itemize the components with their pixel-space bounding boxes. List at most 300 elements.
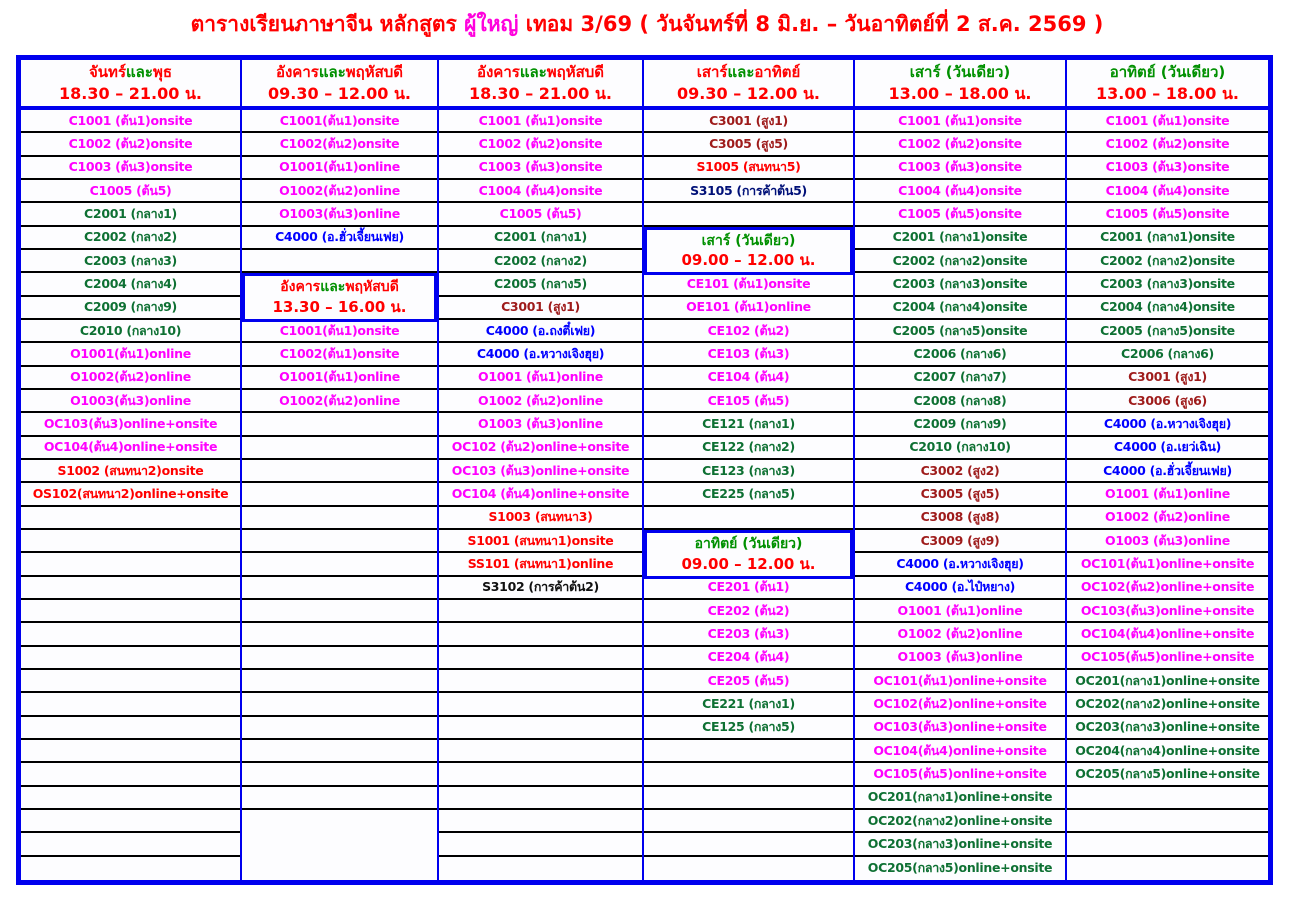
subheader-time: 09.00 – 12.00 น. xyxy=(681,251,816,270)
course-code-label: C2002 (กลาง2) xyxy=(494,252,587,268)
course-code-label: O1002(ต้น2)online xyxy=(70,369,191,385)
schedule-cell xyxy=(855,647,1065,670)
course-code-label: CE102 (ต้น2) xyxy=(707,322,790,338)
schedule-cell xyxy=(21,157,240,180)
schedule-cell xyxy=(1067,460,1268,483)
schedule-cell xyxy=(644,437,853,460)
course-code-label: O1003 (ต้น3)online xyxy=(1105,532,1230,548)
schedule-cell xyxy=(21,180,240,203)
course-code-label: C1002 (ต้น2)onsite xyxy=(478,135,603,151)
schedule-cell xyxy=(1067,343,1268,366)
schedule-column-3 xyxy=(439,110,644,880)
course-code-label: C2002 (กลาง2)onsite xyxy=(892,252,1028,268)
day-header-segment: พฤหัสบดี xyxy=(546,63,605,81)
empty-cell xyxy=(21,577,240,600)
course-code-label: CE103 (ต้น3) xyxy=(707,345,790,361)
empty-cell xyxy=(1067,833,1268,856)
schedule-cell xyxy=(644,297,853,320)
schedule-cell xyxy=(1067,250,1268,273)
schedule-cell xyxy=(644,110,853,133)
schedule-cell xyxy=(242,180,437,203)
course-code-label: O1002(ต้น2)online xyxy=(279,182,400,198)
schedule-cell xyxy=(21,273,240,296)
schedule-cell xyxy=(242,157,437,180)
course-code-label: C1001 (ต้น1)onsite xyxy=(478,112,603,128)
course-code-label: O1001 (ต้น1)online xyxy=(1105,485,1230,501)
empty-cell xyxy=(439,717,642,740)
schedule-cell xyxy=(855,297,1065,320)
schedule-cell xyxy=(242,227,437,250)
course-code-label: C2009 (กลาง9) xyxy=(913,415,1007,431)
schedule-cell xyxy=(855,203,1065,226)
empty-cell xyxy=(21,623,240,646)
course-code-label: O1002(ต้น2)online xyxy=(279,392,400,408)
course-code-label: C1003 (ต้น3)onsite xyxy=(478,159,603,175)
schedule-cell xyxy=(855,810,1065,833)
schedule-cell xyxy=(439,250,642,273)
course-code-label: C2010 (กลาง10) xyxy=(909,439,1011,455)
course-code-label: C2003 (กลาง3)onsite xyxy=(1100,275,1235,291)
schedule-cell xyxy=(644,320,853,343)
course-code-label: CE203 (ต้น3) xyxy=(707,625,790,641)
course-code-label: C3008 (สูง8) xyxy=(920,509,1000,525)
page-title-part2: เทอม 3/69 ( วันจันทร์ที่ 8 มิ.ย. – วันอาทิตย์ที่ 2 ส.ค. 2569 ) xyxy=(518,12,1104,36)
course-code-label: C1002 (ต้น2)onsite xyxy=(68,135,193,151)
course-code-label: C4000 (อ.ฮั่วเจี้ยนเฟย) xyxy=(1103,462,1232,478)
course-code-label: C3009 (สูง9) xyxy=(920,532,1000,548)
day-header-segment: เสาร์ (วันเดียว) xyxy=(909,63,1011,81)
schedule-cell xyxy=(855,483,1065,506)
course-code-label: OC104(ต้น4)online+onsite xyxy=(1080,625,1255,641)
course-code-label: OC101(ต้น1)online+onsite xyxy=(1080,555,1255,571)
course-code-label: C1003 (ต้น3)onsite xyxy=(68,159,193,175)
course-code-label: C1002 (ต้น2)onsite xyxy=(898,135,1022,151)
schedule-cell xyxy=(1067,717,1268,740)
empty-cell xyxy=(21,647,240,670)
day-header-label xyxy=(702,234,796,249)
schedule-cell xyxy=(439,553,642,576)
course-code-label: C2010 (กลาง10) xyxy=(79,322,182,338)
schedule-cell xyxy=(1067,693,1268,716)
schedule-cell xyxy=(1067,390,1268,413)
schedule-cell xyxy=(21,110,240,133)
time-header: 18.30 – 21.00 น. xyxy=(469,84,612,103)
empty-cell xyxy=(242,577,437,600)
day-header-segment: อาทิตย์ (วันเดียว) xyxy=(694,535,803,552)
course-code-label: C4000 (อ.หวางเจิงฮุย) xyxy=(476,345,605,361)
schedule-cell xyxy=(644,717,853,740)
subheader-time: 13.30 – 16.00 น. xyxy=(272,298,407,317)
schedule-cell xyxy=(855,670,1065,693)
schedule-cell xyxy=(1067,367,1268,390)
empty-cell xyxy=(439,740,642,763)
schedule-column-4 xyxy=(644,110,855,880)
schedule-cell xyxy=(855,367,1065,390)
schedule-cell xyxy=(644,460,853,483)
empty-cell xyxy=(439,857,642,880)
course-code-label: O1001 (ต้น1)online xyxy=(478,369,603,385)
course-code-label: C2006 (กลาง6) xyxy=(1121,345,1214,361)
empty-cell xyxy=(644,203,853,226)
schedule-cell xyxy=(439,133,642,156)
schedule-cell xyxy=(644,367,853,390)
course-code-label: OC205(กลาง5)online+onsite xyxy=(1075,765,1260,781)
course-code-label: C1002(ต้น2)onsite xyxy=(279,135,400,151)
course-code-label: CE202 (ต้น2) xyxy=(707,602,790,618)
course-code-label: C2003 (กลาง3)onsite xyxy=(892,275,1028,291)
course-code-label: OC104(ต้น4)online+onsite xyxy=(43,439,218,455)
schedule-cell xyxy=(1067,577,1268,600)
empty-cell xyxy=(439,810,642,833)
empty-cell xyxy=(21,810,240,833)
empty-cell xyxy=(21,763,240,786)
course-code-label: C1003 (ต้น3)onsite xyxy=(1105,159,1230,175)
schedule-cell xyxy=(855,857,1065,880)
course-code-label: OC203(กลาง3)online+onsite xyxy=(1075,719,1260,735)
subheader-box xyxy=(242,273,437,322)
schedule-cell xyxy=(855,390,1065,413)
course-code-label: S1001 (สนทนา1)onsite xyxy=(467,532,614,548)
schedule-column-1 xyxy=(21,110,242,880)
course-code-label: C1001 (ต้น1)onsite xyxy=(1105,112,1230,128)
column-header-4 xyxy=(644,60,855,106)
course-code-label: C1001(ต้น1)onsite xyxy=(279,112,400,128)
empty-cell xyxy=(21,787,240,810)
course-code-label: OC201(กลาง1)online+onsite xyxy=(1075,672,1260,688)
course-code-label: C4000 (อ.หวางเจิงฮุย) xyxy=(896,555,1024,571)
empty-cell xyxy=(21,507,240,530)
course-code-label: S3105 (การค้าต้น5) xyxy=(690,182,807,198)
schedule-cell xyxy=(439,110,642,133)
course-code-label: OC101(ต้น1)online+onsite xyxy=(873,672,1047,688)
course-code-label: C4000 (อ.ถงตี๋เฟย) xyxy=(485,322,596,338)
schedule-column-2 xyxy=(242,110,439,880)
schedule-cell xyxy=(439,437,642,460)
schedule-cell xyxy=(855,507,1065,530)
course-code-label: C1001 (ต้น1)onsite xyxy=(898,112,1022,128)
schedule-cell xyxy=(21,413,240,436)
schedule-table xyxy=(16,55,1273,885)
schedule-cell xyxy=(439,507,642,530)
course-code-label: C2001 (กลาง1)onsite xyxy=(892,229,1028,245)
schedule-cell xyxy=(855,413,1065,436)
empty-cell xyxy=(21,693,240,716)
course-code-label: CE104 (ต้น4) xyxy=(707,369,790,385)
course-code-label: CE121 (กลาง1) xyxy=(702,415,795,431)
schedule-cell xyxy=(21,390,240,413)
schedule-cell xyxy=(644,133,853,156)
schedule-cell xyxy=(439,320,642,343)
schedule-column-5 xyxy=(855,110,1067,880)
day-header-segment: เสาร์ (วันเดียว) xyxy=(701,232,796,249)
schedule-cell xyxy=(242,390,437,413)
course-code-label: C2003 (กลาง3) xyxy=(84,252,177,268)
course-code-label: OC102 (ต้น2)online+onsite xyxy=(451,439,630,455)
course-code-label: OC204(กลาง4)online+onsite xyxy=(1075,742,1260,758)
schedule-cell xyxy=(855,180,1065,203)
empty-cell xyxy=(644,857,853,880)
schedule-cell xyxy=(21,320,240,343)
schedule-cell xyxy=(855,600,1065,623)
empty-cell xyxy=(21,600,240,623)
schedule-cell xyxy=(855,553,1065,576)
day-header-segment: อาทิตย์ (วันเดียว) xyxy=(1109,63,1226,81)
schedule-cell xyxy=(644,623,853,646)
course-code-label: C2001 (กลาง1) xyxy=(84,205,177,221)
course-code-label: CE105 (ต้น5) xyxy=(707,392,790,408)
schedule-cell xyxy=(1067,670,1268,693)
schedule-cell xyxy=(644,343,853,366)
empty-cell xyxy=(644,833,853,856)
schedule-cell xyxy=(21,250,240,273)
schedule-cell xyxy=(1067,133,1268,156)
schedule-cell xyxy=(855,717,1065,740)
schedule-cell xyxy=(439,343,642,366)
empty-cell xyxy=(439,763,642,786)
schedule-cell xyxy=(855,787,1065,810)
empty-cell xyxy=(242,740,437,763)
schedule-cell xyxy=(1067,320,1268,343)
course-code-label: C1004 (ต้น4)onsite xyxy=(898,182,1022,198)
time-header: 09.30 – 12.00 น. xyxy=(677,84,820,103)
schedule-cell xyxy=(1067,110,1268,133)
schedule-cell xyxy=(855,460,1065,483)
day-header-label xyxy=(280,280,399,295)
empty-cell xyxy=(242,530,437,553)
empty-cell xyxy=(439,623,642,646)
schedule-cell xyxy=(21,297,240,320)
course-code-label: C2002 (กลาง2)onsite xyxy=(1100,252,1235,268)
schedule-cell xyxy=(1067,553,1268,576)
course-code-label: C3001 (สูง1) xyxy=(1128,369,1207,385)
empty-cell xyxy=(242,507,437,530)
course-code-label: C3001 (สูง1) xyxy=(709,112,788,128)
course-code-label: OE101 (ต้น1)online xyxy=(686,299,811,315)
course-code-label: O1003(ต้น3)online xyxy=(279,205,400,221)
course-code-label: C4000 (อ.เยว่เฉิน) xyxy=(1113,439,1222,455)
course-code-label: C2008 (กลาง8) xyxy=(913,392,1007,408)
course-code-label: OC105(ต้น5)online+onsite xyxy=(873,765,1047,781)
course-code-label: C1002(ต้น1)onsite xyxy=(279,345,400,361)
course-code-label: C2002 (กลาง2) xyxy=(84,229,177,245)
schedule-cell xyxy=(644,670,853,693)
schedule-cell xyxy=(855,133,1065,156)
course-code-label: C3005 (สูง5) xyxy=(920,485,1000,501)
empty-cell xyxy=(439,600,642,623)
empty-cell xyxy=(242,647,437,670)
course-code-label: O1003 (ต้น3)online xyxy=(897,649,1023,665)
schedule-cell xyxy=(1067,157,1268,180)
course-code-label: OC202(กลาง2)online+onsite xyxy=(867,812,1053,828)
empty-cell xyxy=(21,833,240,856)
day-header-label xyxy=(477,64,604,81)
schedule-cell xyxy=(855,437,1065,460)
empty-cell xyxy=(242,413,437,436)
schedule-cell xyxy=(855,343,1065,366)
schedule-cell xyxy=(855,530,1065,553)
course-code-label: O1003(ต้น3)online xyxy=(70,392,191,408)
course-code-label: SS101 (สนทนา1)online xyxy=(467,555,614,571)
schedule-cell xyxy=(1067,413,1268,436)
schedule-cell xyxy=(21,203,240,226)
schedule-cell xyxy=(439,577,642,600)
empty-cell xyxy=(21,553,240,576)
course-code-label: C4000 (อ.ไป๋หยาง) xyxy=(904,579,1016,595)
empty-cell xyxy=(439,787,642,810)
course-code-label: CE201 (ต้น1) xyxy=(707,579,790,595)
course-code-label: OC103(ต้น3)online+onsite xyxy=(1080,602,1255,618)
course-code-label: OC103 (ต้น3)online+onsite xyxy=(451,462,630,478)
day-header-segment: และ xyxy=(318,63,346,81)
day-header-segment: และ xyxy=(320,279,346,296)
schedule-cell xyxy=(644,600,853,623)
course-code-label: O1001(ต้น1)online xyxy=(279,369,400,385)
course-code-label: OC205(กลาง5)online+onsite xyxy=(867,860,1053,876)
empty-cell xyxy=(21,740,240,763)
course-code-label: OC104(ต้น4)online+onsite xyxy=(873,742,1047,758)
empty-cell xyxy=(242,787,437,810)
course-code-label: OC102(ต้น2)online+onsite xyxy=(873,695,1047,711)
empty-cell xyxy=(242,600,437,623)
course-code-label: CE123 (กลาง3) xyxy=(702,462,795,478)
course-code-label: S1002 (สนทนา2)onsite xyxy=(57,462,204,478)
subheader-box xyxy=(644,227,853,276)
schedule-cell xyxy=(439,273,642,296)
course-code-label: C1003 (ต้น3)onsite xyxy=(898,159,1022,175)
subheader-box xyxy=(644,530,853,579)
schedule-cell xyxy=(1067,600,1268,623)
schedule-cell xyxy=(21,460,240,483)
empty-cell xyxy=(644,740,853,763)
course-code-label: CE125 (กลาง5) xyxy=(702,719,795,735)
empty-cell xyxy=(242,437,437,460)
schedule-body xyxy=(21,110,1268,880)
day-header-segment: อาทิตย์ xyxy=(754,63,801,81)
day-header-segment: และ xyxy=(126,63,153,81)
day-header-segment: พฤหัสบดี xyxy=(345,63,404,81)
schedule-column-6 xyxy=(1067,110,1268,880)
schedule-cell xyxy=(855,763,1065,786)
subheader-time: 09.00 – 12.00 น. xyxy=(681,554,816,573)
course-code-label: OC102(ต้น2)online+onsite xyxy=(1080,579,1255,595)
empty-cell xyxy=(242,250,437,273)
page-title-highlight: ผู้ใหญ่ xyxy=(464,12,519,36)
empty-cell xyxy=(242,623,437,646)
day-header-label xyxy=(1110,64,1226,81)
course-code-label: OC203(กลาง3)online+onsite xyxy=(867,835,1053,851)
course-code-label: C2001 (กลาง1)onsite xyxy=(1100,229,1235,245)
column-header-6 xyxy=(1067,60,1268,106)
schedule-cell xyxy=(855,250,1065,273)
course-code-label: C2006 (กลาง6) xyxy=(913,345,1007,361)
empty-cell xyxy=(644,763,853,786)
course-code-label: C1002 (ต้น2)onsite xyxy=(1105,135,1230,151)
schedule-cell xyxy=(439,530,642,553)
schedule-cell xyxy=(439,203,642,226)
schedule-cell xyxy=(439,157,642,180)
course-code-label: C2001 (กลาง1) xyxy=(494,229,587,245)
day-header-label xyxy=(695,537,803,552)
day-header-segment: เสาร์ xyxy=(696,63,728,81)
schedule-cell xyxy=(1067,740,1268,763)
course-code-label: O1003 (ต้น3)online xyxy=(478,415,603,431)
day-header-segment: อังคาร xyxy=(476,63,520,81)
empty-cell xyxy=(242,460,437,483)
course-code-label: C1004 (ต้น4)onsite xyxy=(1105,182,1230,198)
course-code-label: S3102 (การค้าต้น2) xyxy=(482,579,599,595)
course-code-label: CE225 (กลาง5) xyxy=(702,485,795,501)
schedule-cell xyxy=(1067,483,1268,506)
empty-cell xyxy=(439,670,642,693)
schedule-cell xyxy=(644,483,853,506)
schedule-cell xyxy=(21,343,240,366)
page-title xyxy=(0,8,1294,41)
empty-cell xyxy=(21,857,240,880)
schedule-cell xyxy=(439,413,642,436)
course-code-label: C2004 (กลาง4)onsite xyxy=(892,299,1028,315)
schedule-cell xyxy=(242,320,437,343)
schedule-cell xyxy=(242,203,437,226)
course-code-label: C3006 (สูง6) xyxy=(1128,392,1207,408)
empty-cell xyxy=(242,763,437,786)
column-header-1 xyxy=(21,60,242,106)
schedule-cell xyxy=(1067,297,1268,320)
empty-cell xyxy=(644,507,853,530)
schedule-cell xyxy=(644,273,853,296)
column-header-5 xyxy=(855,60,1067,106)
schedule-cell xyxy=(1067,273,1268,296)
schedule-cell xyxy=(1067,530,1268,553)
course-code-label: OC104 (ต้น4)online+onsite xyxy=(451,485,630,501)
empty-cell xyxy=(242,693,437,716)
empty-cell xyxy=(644,787,853,810)
schedule-cell xyxy=(21,437,240,460)
empty-cell xyxy=(644,810,853,833)
course-code-label: C2004 (กลาง4) xyxy=(84,275,177,291)
course-code-label: OC103(ต้น3)online+onsite xyxy=(43,415,218,431)
schedule-cell xyxy=(1067,203,1268,226)
schedule-cell xyxy=(855,577,1065,600)
schedule-cell xyxy=(644,390,853,413)
day-header-label xyxy=(910,64,1010,81)
day-header-segment: พฤหัสบดี xyxy=(345,279,399,296)
schedule-cell xyxy=(644,180,853,203)
course-code-label: C1005 (ต้น5)onsite xyxy=(898,205,1022,221)
course-code-label: OC105(ต้น5)online+onsite xyxy=(1080,649,1255,665)
course-code-label: C2005 (กลาง5) xyxy=(494,275,587,291)
course-code-label: C2009 (กลาง9) xyxy=(84,299,177,315)
schedule-cell xyxy=(855,740,1065,763)
schedule-cell xyxy=(21,227,240,250)
schedule-cell xyxy=(1067,623,1268,646)
empty-cell xyxy=(242,483,437,506)
course-code-label: C2004 (กลาง4)onsite xyxy=(1100,299,1235,315)
schedule-cell xyxy=(644,693,853,716)
day-header-label xyxy=(697,64,801,81)
course-code-label: O1001(ต้น1)online xyxy=(70,345,191,361)
course-code-label: C1001 (ต้น1)onsite xyxy=(68,112,193,128)
schedule-cell xyxy=(855,320,1065,343)
course-code-label: C1004 (ต้น4)onsite xyxy=(478,182,603,198)
time-header: 13.00 – 18.00 น. xyxy=(888,84,1032,103)
course-code-label: C4000 (อ.ฮั่วเจี้ยนเฟย) xyxy=(275,229,404,245)
schedule-cell xyxy=(439,297,642,320)
day-header-label xyxy=(276,64,403,81)
course-code-label: C1005 (ต้น5)onsite xyxy=(1105,205,1230,221)
schedule-cell xyxy=(855,157,1065,180)
course-code-label: OC201(กลาง1)online+onsite xyxy=(867,789,1053,805)
schedule-cell xyxy=(242,133,437,156)
